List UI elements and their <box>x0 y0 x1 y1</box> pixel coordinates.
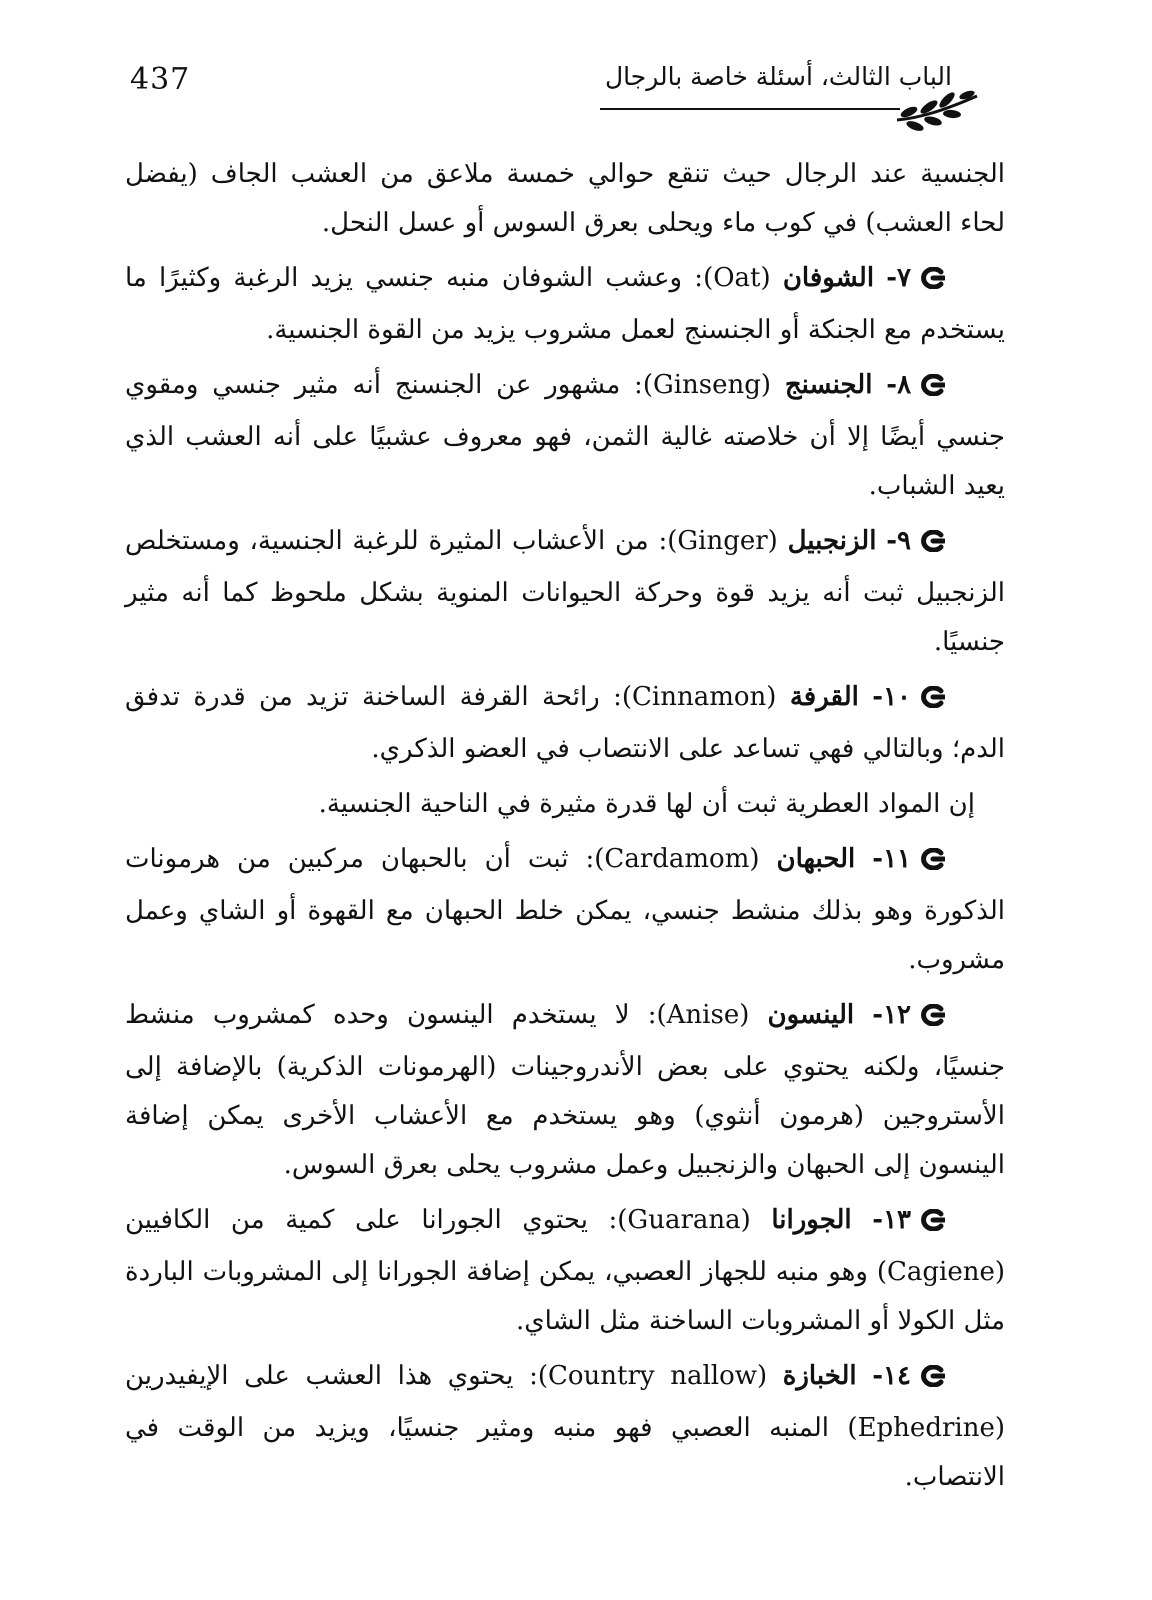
running-header-title: الباب الثالث، أسئلة خاصة بالرجال <box>604 62 952 91</box>
herb-description: : ثبت أن بالحبهان مركبين من هرمونات الذكورة وهو بذلك منشط جنسي، يمكن خلط الحبهان مع القهوة أو الشاي وعمل مشروب. <box>125 844 1005 975</box>
herb-number: ١١- <box>872 844 912 874</box>
herb-number: ١٢- <box>872 1000 911 1030</box>
herb-item <box>125 254 1005 355</box>
herb-latin-name: (Country nallow) <box>537 1361 768 1391</box>
bullet-circle-icon <box>919 838 975 887</box>
herb-number: ١٤- <box>872 1361 911 1391</box>
herb-latin-name: (Cinnamon) <box>621 682 777 712</box>
herb-name: الجنسنج <box>784 370 873 400</box>
note-paragraph: إن المواد العطرية ثبت أن لها قدرة مثيرة في الناحية الجنسية. <box>318 789 975 819</box>
leaf-branch-icon <box>895 90 980 136</box>
bullet-circle-icon <box>919 257 975 306</box>
bullet-circle-icon <box>919 676 975 725</box>
herb-description: : يحتوي هذا العشب على الإيفيدرين (Ephedrine) المنبه العصبي فهو منبه ومثير جنسيًا، ويزيد من الوقت في الانتصاب. <box>125 1361 1005 1492</box>
herb-name: الزنجبيل <box>787 526 877 556</box>
herb-number: ٩- <box>886 526 911 556</box>
bullet-circle-icon <box>919 364 975 413</box>
herb-item <box>125 1352 1005 1502</box>
herb-latin-name: (Cardamom) <box>594 844 760 874</box>
herb-number: ٧- <box>886 263 912 293</box>
bullet-circle-icon <box>919 1355 975 1404</box>
herb-latin-name: (Anise) <box>656 1000 750 1030</box>
bullet-circle-icon <box>919 1199 975 1248</box>
herb-number: ١٠- <box>872 682 911 712</box>
header-rule <box>600 108 900 110</box>
herb-name: الشوفان <box>782 263 875 293</box>
herb-item <box>125 991 1005 1190</box>
herb-item <box>125 835 1005 985</box>
herb-description: : مشهور عن الجنسنج أنه مثير جنسي ومقوي جنسي أيضًا إلا أن خلاصته غالية الثمن، فهو معروف عشبيًا على أنه العشب الذي يعيد الشباب. <box>125 370 1005 501</box>
herb-description: : رائحة القرفة الساخنة تزيد من قدرة تدفق الدم؛ وبالتالي فهي تساعد على الانتصاب في العضو الذكري. <box>125 682 1005 764</box>
herb-item <box>125 1196 1005 1346</box>
herb-description: : من الأعشاب المثيرة للرغبة الجنسية، ومستخلص الزنجبيل ثبت أنه يزيد قوة وحركة الحيوانات المنوية بشكل ملحوظ كما أنه مثير جنسيًا. <box>125 526 1005 657</box>
herb-latin-name: (Ginger) <box>667 526 778 556</box>
herb-item <box>125 673 1005 774</box>
page-number: 437 <box>130 62 191 97</box>
herb-list <box>125 254 1005 1502</box>
herb-name: الخبازة <box>782 1361 857 1391</box>
herb-item <box>125 517 1005 667</box>
bullet-circle-icon <box>919 994 975 1043</box>
herb-latin-name: (Oat) <box>703 263 771 293</box>
intro-paragraph: الجنسية عند الرجال حيث تنقع حوالي خمسة ملاعق من العشب الجاف (يفضل لحاء العشب) في كوب ماء ويحلى بعرق السوس أو عسل النحل. <box>125 159 1005 238</box>
herb-name: الحبهان <box>776 844 856 874</box>
bullet-circle-icon <box>919 520 975 569</box>
herb-name: الينسون <box>767 1000 855 1030</box>
herb-latin-name: (Ginseng) <box>642 370 772 400</box>
herb-description: : لا يستخدم الينسون وحده كمشروب منشط جنسيًا، ولكنه يحتوي على بعض الأندروجينات (الهرمونات الذكرية) بالإضافة إلى الأستروجين (هرمون أنثوي) وهو يستخدم مع الأعشاب الأخرى يمكن إضافة الينسون إلى الحبهان والزنجبيل وعمل مشروب يحلى بعرق السوس. <box>125 1000 1005 1180</box>
herb-item <box>125 361 1005 511</box>
herb-name: القرفة <box>789 682 859 712</box>
herb-number: ٨- <box>886 370 912 400</box>
herb-latin-name: (Guarana) <box>617 1205 751 1235</box>
herb-number: ١٣- <box>872 1205 911 1235</box>
herb-description: : يحتوي الجورانا على كمية من الكافيين (Cagiene) وهو منبه للجهاز العصبي، يمكن إضافة الجورانا إلى المشروبات الباردة مثل الكولا أو المشروبات الساخنة مثل الشاي. <box>125 1205 1005 1336</box>
herb-name: الجورانا <box>771 1205 852 1235</box>
page-body <box>125 150 1005 1508</box>
herb-description: : وعشب الشوفان منبه جنسي يزيد الرغبة وكثيرًا ما يستخدم مع الجنكة أو الجنسنج لعمل مشروب يزيد من القوة الجنسية. <box>125 263 1005 345</box>
